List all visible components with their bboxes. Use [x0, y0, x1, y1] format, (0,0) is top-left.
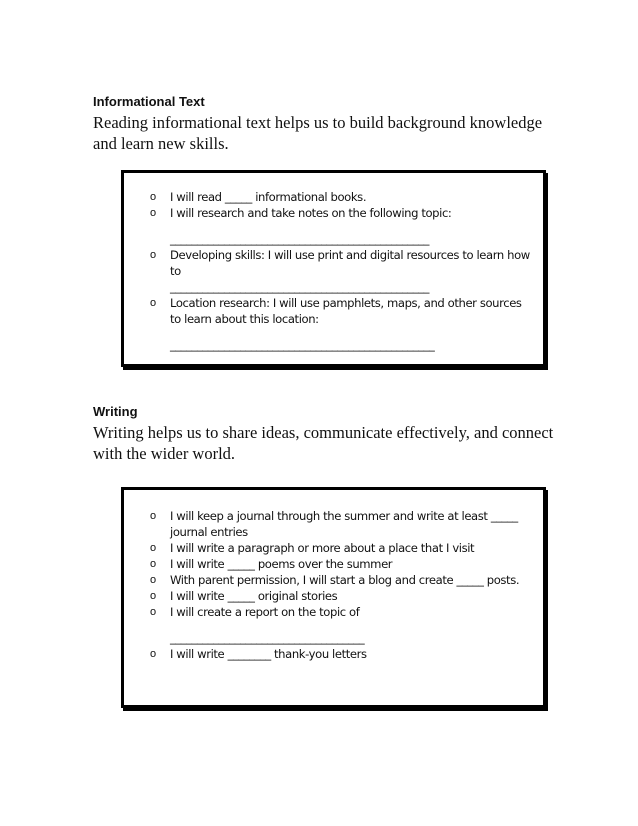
goal-text: I will write a paragraph or more about a place that I visit — [170, 541, 475, 555]
goal-text: I will write ________ thank-you letters — [170, 647, 367, 661]
list-item — [150, 189, 535, 205]
fill-in-blank: ________________________________________________ — [170, 232, 430, 246]
bullet-icon: o — [150, 606, 156, 618]
goal-text: I will write _____ original stories — [170, 589, 338, 603]
informational-text-section — [93, 94, 563, 154]
bullet-icon: o — [150, 191, 156, 203]
goal-text: I will read _____ informational books. — [170, 190, 367, 204]
bullet-icon: o — [150, 510, 156, 522]
fill-in-blank: ________________________________________________ — [170, 280, 430, 294]
fill-in-blank: _________________________________________________ — [170, 338, 435, 352]
goal-text: I will create a report on the topic of — [170, 605, 360, 619]
list-item — [150, 295, 535, 353]
informational-text-intro: Reading informational text helps us to build background knowledge and learn new skills. — [93, 113, 543, 153]
goal-text: I will write _____ poems over the summer — [170, 557, 393, 571]
writing-heading: Writing — [93, 404, 138, 419]
list-item — [150, 646, 535, 662]
bullet-icon: o — [150, 648, 156, 660]
writing-goals-box — [121, 487, 546, 708]
bullet-icon: o — [150, 297, 156, 309]
goal-text: With parent permission, I will start a blog and create _____ posts. — [170, 573, 520, 587]
informational-text-goals-list — [124, 173, 543, 353]
list-item — [150, 556, 535, 572]
bullet-icon: o — [150, 558, 156, 570]
goal-text: I will research and take notes on the following topic: — [170, 206, 452, 220]
bullet-icon: o — [150, 249, 156, 261]
list-item — [150, 604, 535, 646]
bullet-icon: o — [150, 590, 156, 602]
bullet-icon: o — [150, 574, 156, 586]
list-item — [150, 508, 535, 540]
goal-text: I will keep a journal through the summer and write at least _____ journal entries — [170, 509, 518, 539]
list-item — [150, 588, 535, 604]
writing-intro: Writing helps us to share ideas, communicate effectively, and connect with the wider world. — [93, 423, 554, 463]
list-item — [150, 205, 535, 247]
writing-section — [93, 404, 563, 464]
writing-goals-list — [124, 490, 543, 662]
bullet-icon: o — [150, 542, 156, 554]
list-item — [150, 540, 535, 556]
goal-text: Developing skills: I will use print and digital resources to learn how to — [170, 248, 530, 278]
informational-text-goals-box — [121, 170, 546, 367]
goal-text: Location research: I will use pamphlets, maps, and other sources to learn about this location: — [170, 296, 522, 326]
informational-text-heading: Informational Text — [93, 94, 205, 109]
bullet-icon: o — [150, 207, 156, 219]
fill-in-blank: ____________________________________ — [170, 631, 365, 645]
list-item — [150, 247, 535, 295]
list-item — [150, 572, 535, 588]
